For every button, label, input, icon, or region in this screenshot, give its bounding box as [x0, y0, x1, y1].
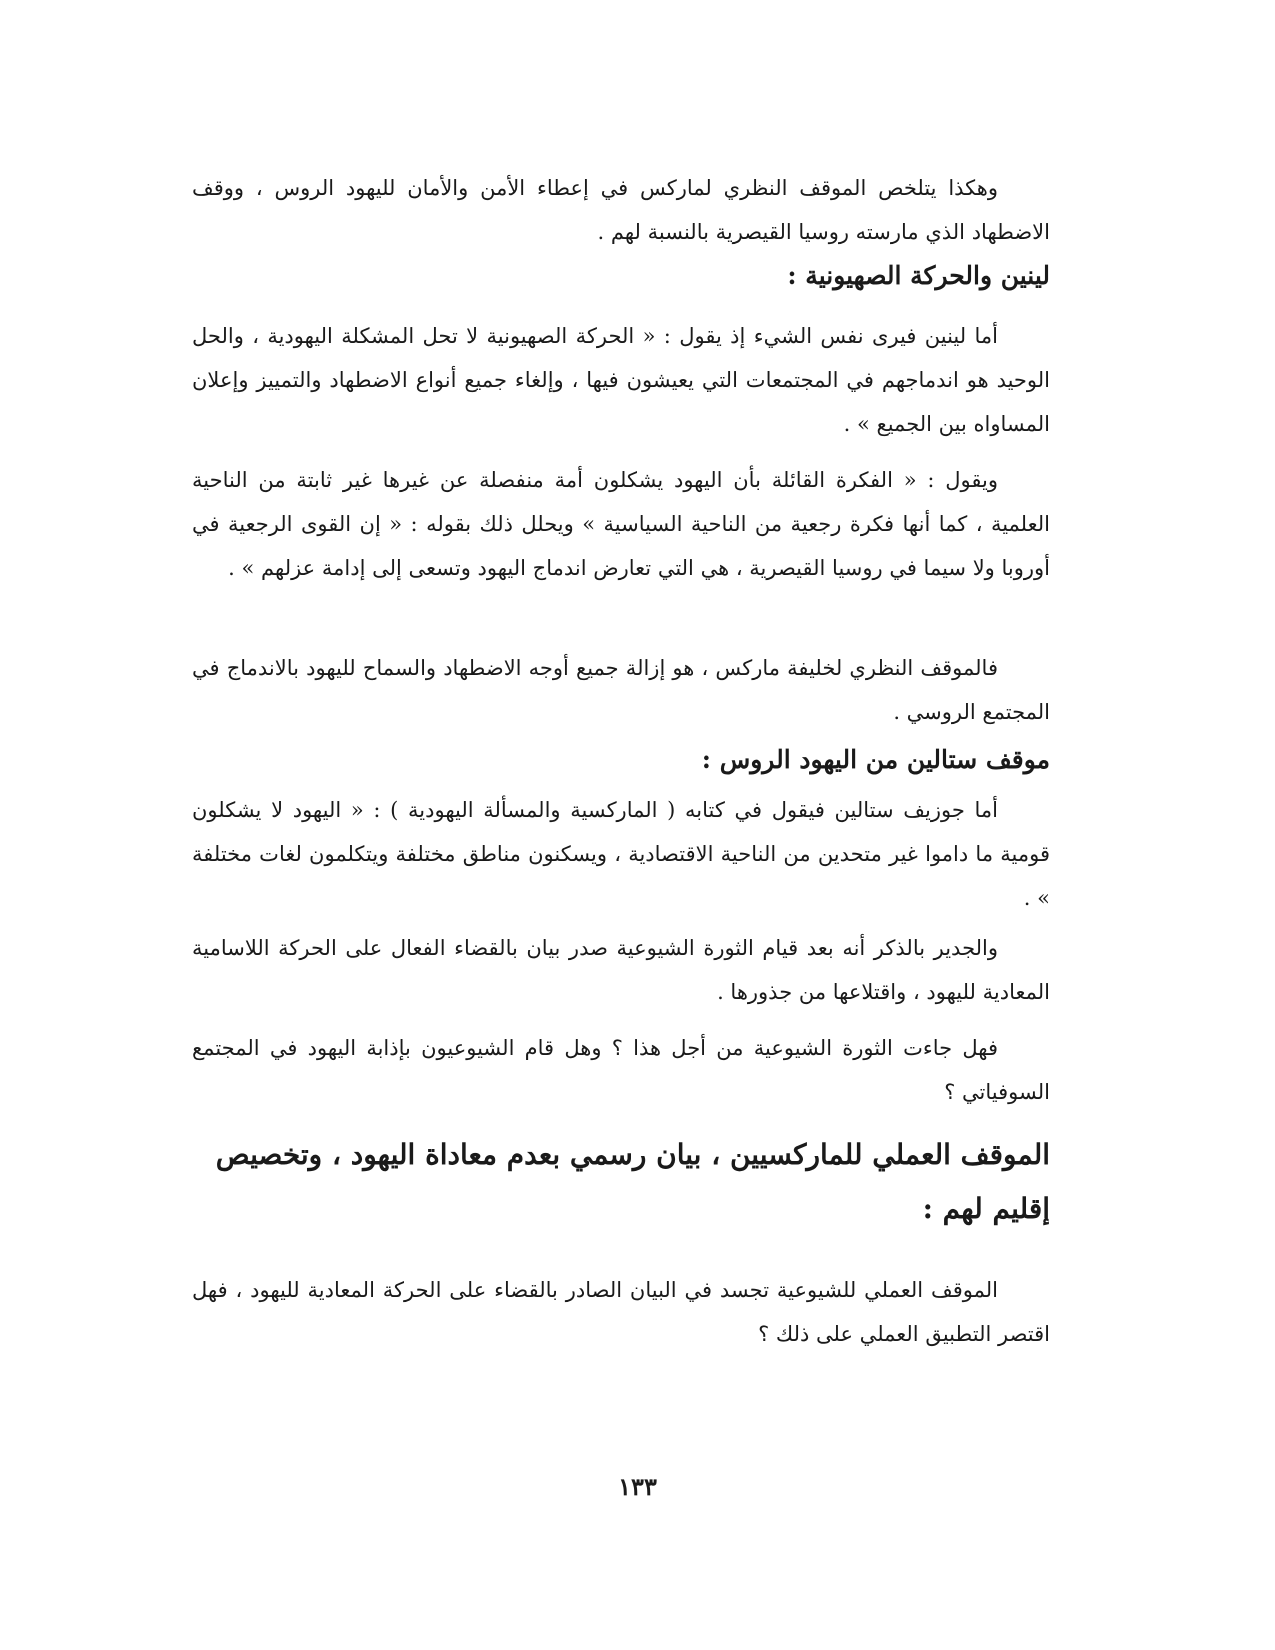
paragraph-communist-statement [192, 926, 1050, 1014]
heading-stalin-jews: موقف ستالين من اليهود الروس : [701, 745, 1050, 774]
paragraph-text: فالموقف النظري لخليفة ماركس ، هو إزالة جميع أوجه الاضطهاد والسماح لليهود بالاندماج في المجتمع الروسي . [192, 656, 1050, 724]
heading-lenin-zionism: لينين والحركة الصهيونية : [787, 261, 1050, 290]
paragraph-text: فهل جاءت الثورة الشيوعية من أجل هذا ؟ وهل قام الشيوعيون بإذابة اليهود في المجتمع السوفياتي ؟ [192, 1036, 1050, 1104]
paragraph-text: أما جوزيف ستالين فيقول في كتابه ( الماركسية والمسألة اليهودية ) : « اليهود لا يشكلون قومية ما داموا غير متحدين من الناحية الاقتصادية ، ويسكنون مناطق مختلفة ويتكلمون لغات مختلفة » . [192, 798, 1050, 910]
paragraph-text: أما لينين فيرى نفس الشيء إذ يقول : « الحركة الصهيونية لا تحل المشكلة اليهودية ، والحل الوحيد هو اندماجهم في المجتمعات التي يعيشون فيها ، وإلغاء جميع أنواع الاضطهاد والتمييز وإعلان المساواه بين الجميع » . [192, 324, 1050, 436]
paragraph-text: ويقول : « الفكرة القائلة بأن اليهود يشكلون أمة منفصلة عن غيرها غير ثابتة من الناحية العلمية ، كما أنها فكرة رجعية من الناحية السياسية » ويحلل ذلك بقوله : « إن القوى الرجعية في أوروبا ولا سيما في روسيا القيصرية ، هي التي تعارض اندماج اليهود وتسعى إلى إدامة عزلهم » . [192, 468, 1050, 580]
paragraph-lenin-position [192, 646, 1050, 734]
page-number: ١٣٣ [618, 1472, 657, 1501]
paragraph-question [192, 1026, 1050, 1114]
paragraph-text: الموقف العملي للشيوعية تجسد في البيان الصادر بالقضاء على الحركة المعادية لليهود ، فهل اقتصر التطبيق العملي على ذلك ؟ [192, 1278, 1050, 1346]
paragraph-text: وهكذا يتلخص الموقف النظري لماركس في إعطاء الأمن والأمان لليهود الروس ، ووقف الاضطهاد الذي مارسته روسيا القيصرية بالنسبة لهم . [192, 176, 1050, 244]
paragraph-stalin-quote [192, 788, 1050, 920]
paragraph-lenin-view [192, 314, 1050, 446]
paragraph-marx-summary [192, 166, 1050, 254]
paragraph-text: والجدير بالذكر أنه بعد قيام الثورة الشيوعية صدر بيان بالقضاء الفعال على الحركة اللاسامية المعادية لليهود ، واقتلاعها من جذورها . [192, 936, 1050, 1004]
paragraph-lenin-quote [192, 458, 1050, 590]
heading-practical-position: الموقف العملي للماركسيين ، بيان رسمي بعدم معاداة اليهود ، وتخصيص إقليم لهم : [215, 1138, 1050, 1225]
paragraph-practical-application [192, 1268, 1050, 1356]
